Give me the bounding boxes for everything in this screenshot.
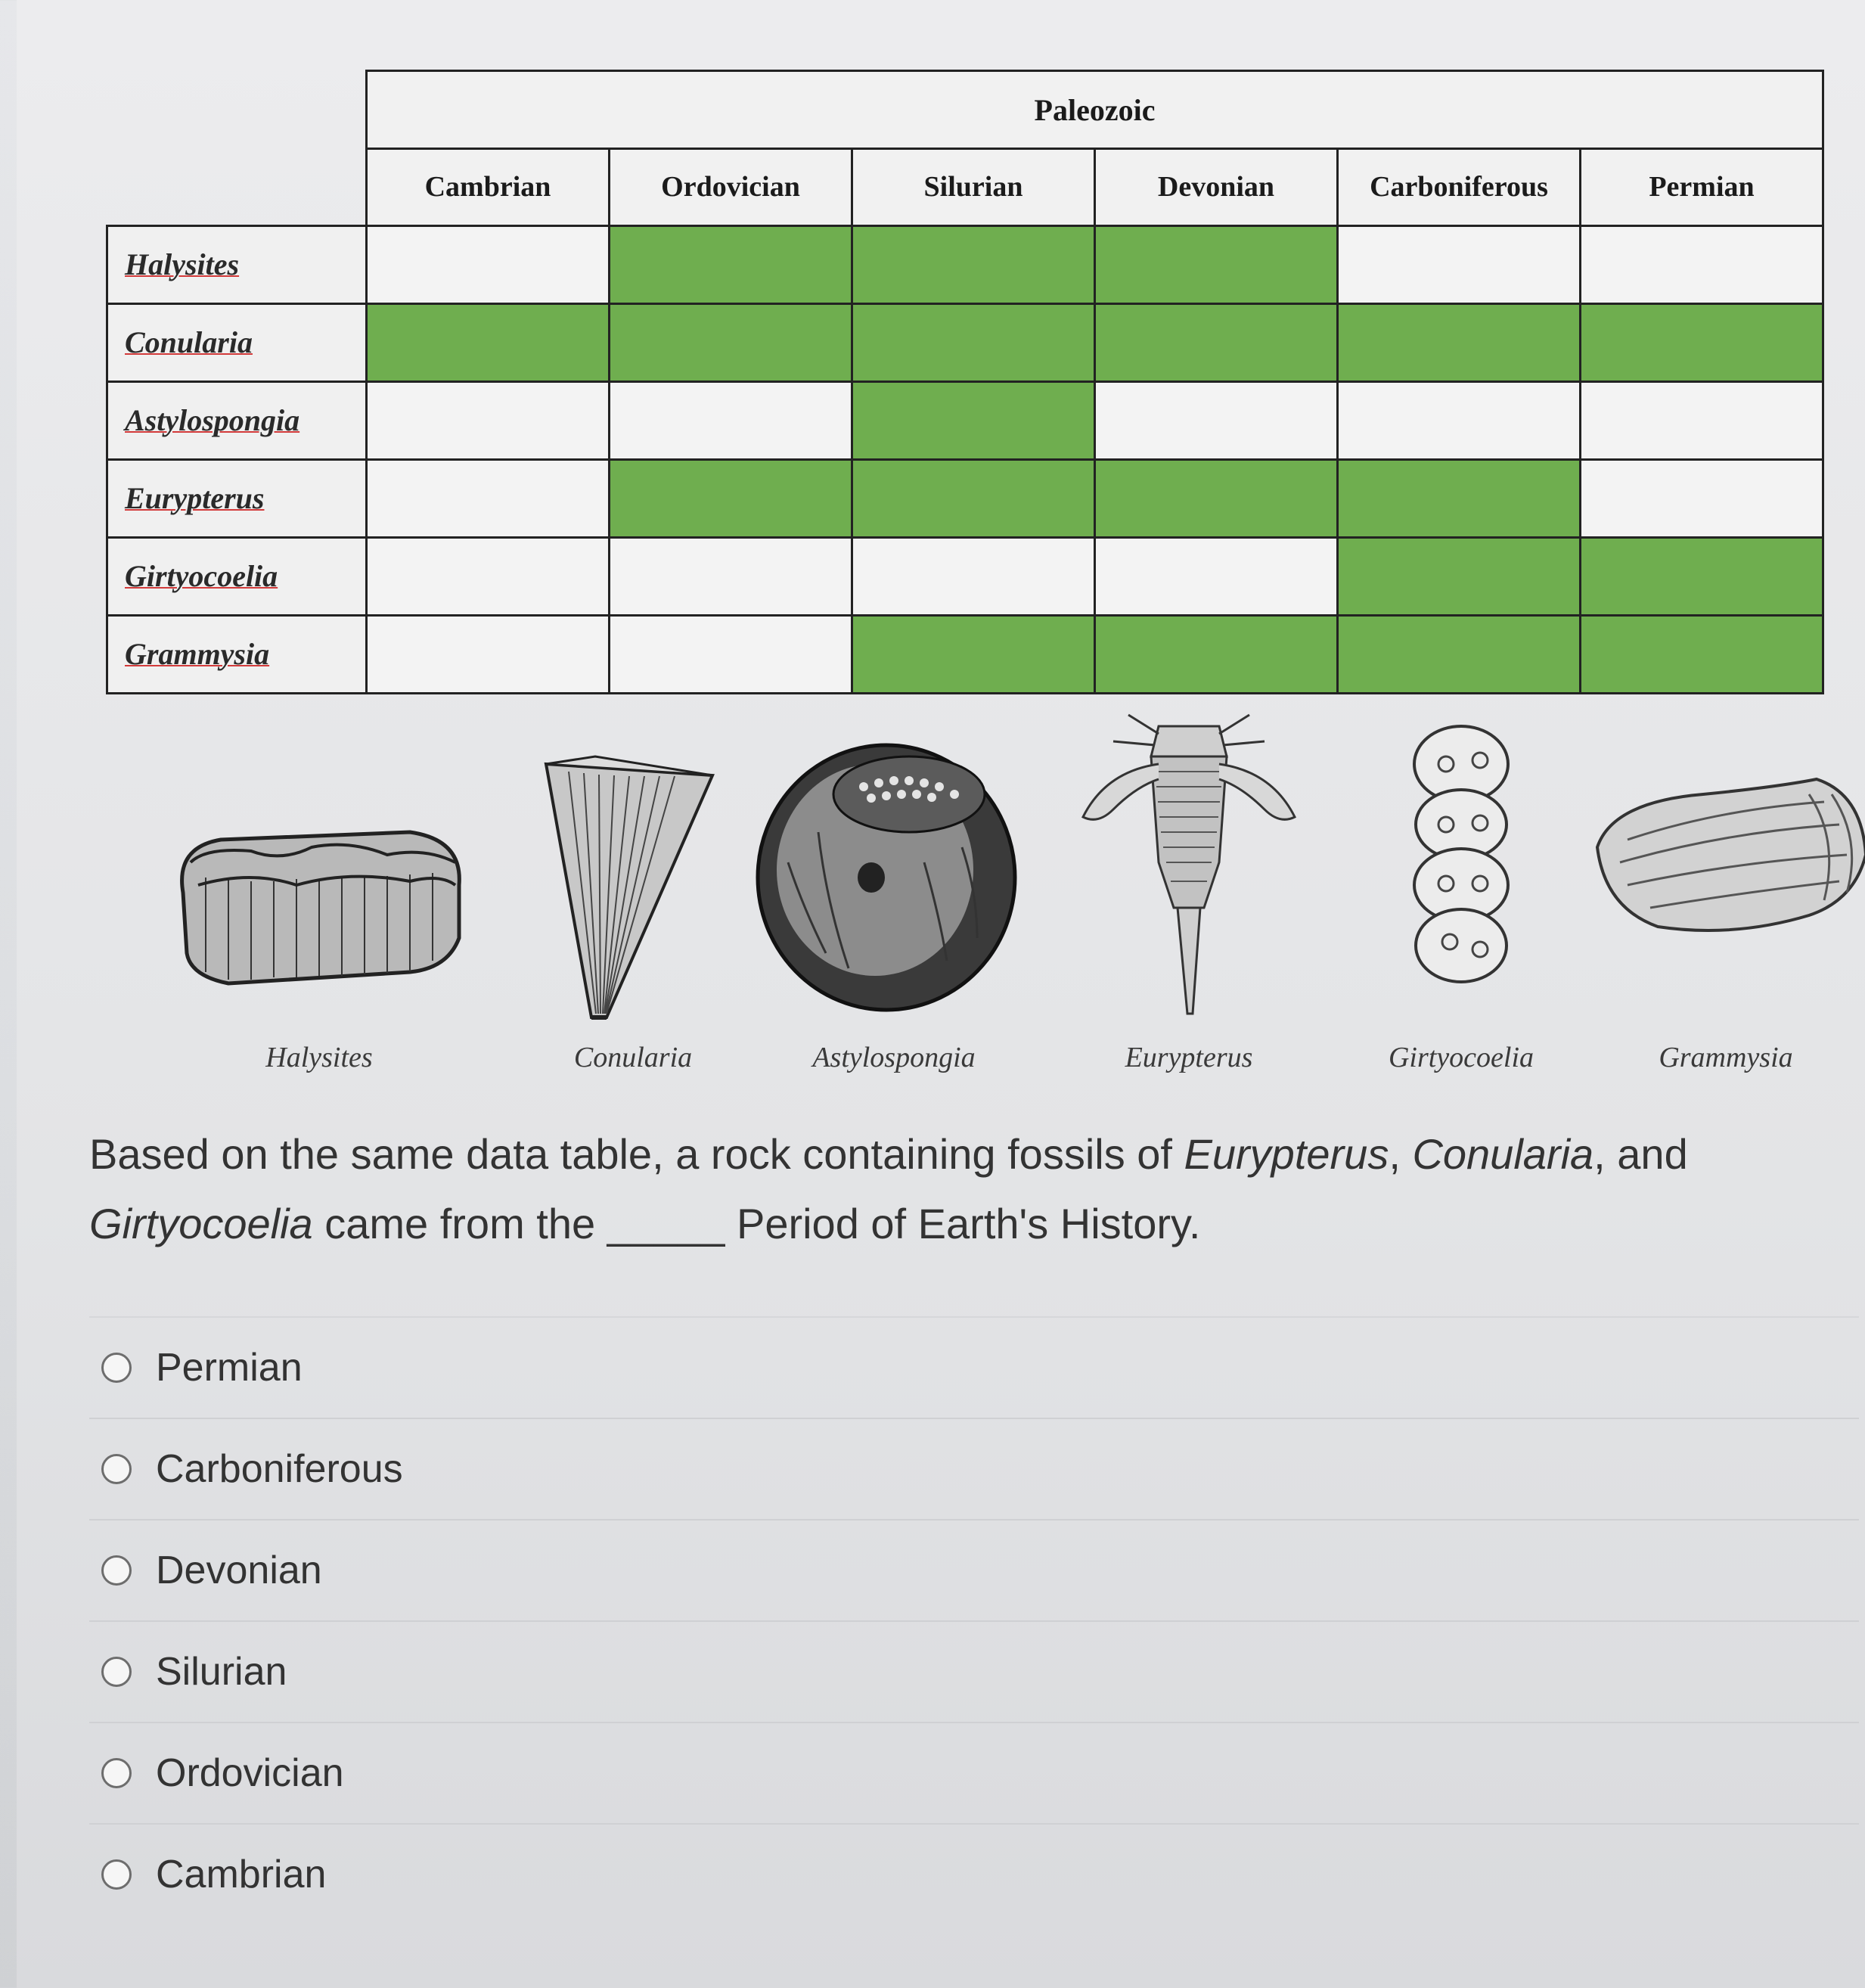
range-cell-absent (367, 537, 610, 615)
range-cell-absent (1338, 225, 1581, 303)
illustration-caption: Girtyocoelia (1388, 1042, 1535, 1073)
range-cell-present (1095, 459, 1338, 537)
fossil-name-cell: Grammysia (107, 615, 367, 693)
period-header-carboniferous: Carboniferous (1338, 149, 1581, 226)
grammysia-drawing-icon (1582, 711, 1865, 1029)
answer-options (89, 1316, 1859, 1924)
range-cell-present (1095, 615, 1338, 693)
table-row (107, 303, 1823, 381)
answer-option-ordovician[interactable] (89, 1722, 1859, 1823)
table-row (107, 459, 1823, 537)
table-corner (107, 149, 367, 226)
range-cell-present (852, 459, 1095, 537)
halysites-illustration (160, 711, 478, 1074)
fossil-illustrations (160, 711, 1865, 1074)
range-cell-absent (610, 537, 852, 615)
range-cell-present (1338, 459, 1581, 537)
fossil-name-cell: Girtyocoelia (107, 537, 367, 615)
fossil-name-cell: Eurypterus (107, 459, 367, 537)
range-cell-absent (367, 225, 610, 303)
question-part: Based on the same data table, a rock containing fossils of (89, 1130, 1184, 1178)
range-cell-absent (1338, 381, 1581, 459)
girtyocoelia-illustration (1340, 711, 1582, 1074)
radio-button-icon[interactable] (101, 1758, 132, 1788)
eurypterus-drawing-icon (1045, 711, 1333, 1029)
table-row (107, 225, 1823, 303)
option-label: Devonian (156, 1548, 322, 1592)
conularia-drawing-icon (523, 711, 743, 1029)
range-cell-present (1581, 537, 1823, 615)
range-cell-absent (610, 381, 852, 459)
illustration-caption: Conularia (573, 1042, 693, 1073)
range-cell-present (1095, 303, 1338, 381)
range-cell-present (610, 303, 852, 381)
table-row (107, 615, 1823, 693)
range-cell-absent (1581, 381, 1823, 459)
range-cell-absent (610, 615, 852, 693)
range-cell-present (1581, 615, 1823, 693)
grammysia-illustration (1582, 711, 1865, 1074)
question-part: came from the _____ Period of Earth's History. (312, 1200, 1201, 1247)
answer-option-carboniferous[interactable] (89, 1418, 1859, 1519)
astylospongia-illustration (735, 711, 1053, 1074)
table-row (107, 381, 1823, 459)
period-header-cambrian: Cambrian (367, 149, 610, 226)
answer-option-permian[interactable] (89, 1316, 1859, 1418)
option-label: Ordovician (156, 1751, 344, 1795)
range-cell-present (852, 615, 1095, 693)
range-cell-present (1581, 303, 1823, 381)
period-header-permian: Permian (1581, 149, 1823, 226)
fossil-name-cell: Halysites (107, 225, 367, 303)
range-cell-present (610, 225, 852, 303)
question-panel (17, 0, 1865, 1988)
illustration-caption: Astylospongia (812, 1042, 976, 1073)
period-header-devonian: Devonian (1095, 149, 1338, 226)
fossil-name-cell: Conularia (107, 303, 367, 381)
illustration-caption: Grammysia (1659, 1042, 1793, 1073)
question-part: , and (1593, 1130, 1688, 1178)
option-label: Carboniferous (156, 1447, 403, 1491)
question-fossil: Girtyocoelia (89, 1200, 313, 1247)
period-header-silurian: Silurian (852, 149, 1095, 226)
question-fossil: Eurypterus (1184, 1130, 1389, 1178)
radio-button-icon[interactable] (101, 1454, 132, 1484)
range-cell-present (610, 459, 852, 537)
radio-button-icon[interactable] (101, 1353, 132, 1383)
range-cell-absent (367, 381, 610, 459)
illustration-caption: Halysites (265, 1042, 373, 1073)
question-part: , (1389, 1130, 1413, 1178)
answer-option-devonian[interactable] (89, 1519, 1859, 1620)
range-cell-present (1338, 537, 1581, 615)
question-fossil: Conularia (1412, 1130, 1594, 1178)
answer-option-cambrian[interactable] (89, 1823, 1859, 1924)
option-label: Silurian (156, 1650, 287, 1694)
fossil-range-table (106, 70, 1824, 694)
question-text (89, 1120, 1791, 1259)
table-row (107, 537, 1823, 615)
girtyocoelia-drawing-icon (1340, 711, 1582, 1029)
period-header-ordovician: Ordovician (610, 149, 852, 226)
range-cell-absent (1581, 459, 1823, 537)
range-cell-present (1338, 615, 1581, 693)
illustration-caption: Eurypterus (1125, 1042, 1253, 1073)
range-cell-present (852, 381, 1095, 459)
option-label: Cambrian (156, 1853, 327, 1896)
era-header: Paleozoic (367, 71, 1823, 149)
eurypterus-illustration (1045, 711, 1333, 1074)
table-corner (107, 71, 367, 149)
astylospongia-drawing-icon (735, 711, 1053, 1029)
range-cell-absent (852, 537, 1095, 615)
range-cell-absent (1095, 381, 1338, 459)
range-cell-present (1338, 303, 1581, 381)
radio-button-icon[interactable] (101, 1859, 132, 1890)
fossil-name-cell: Astylospongia (107, 381, 367, 459)
range-cell-present (367, 303, 610, 381)
range-cell-present (852, 225, 1095, 303)
halysites-drawing-icon (160, 711, 478, 1029)
answer-option-silurian[interactable] (89, 1620, 1859, 1722)
range-cell-present (852, 303, 1095, 381)
conularia-illustration (523, 711, 743, 1074)
range-cell-absent (1581, 225, 1823, 303)
option-label: Permian (156, 1346, 303, 1390)
radio-button-icon[interactable] (101, 1555, 132, 1586)
range-cell-present (1095, 225, 1338, 303)
range-cell-absent (367, 615, 610, 693)
range-cell-absent (367, 459, 610, 537)
radio-button-icon[interactable] (101, 1657, 132, 1687)
range-cell-absent (1095, 537, 1338, 615)
